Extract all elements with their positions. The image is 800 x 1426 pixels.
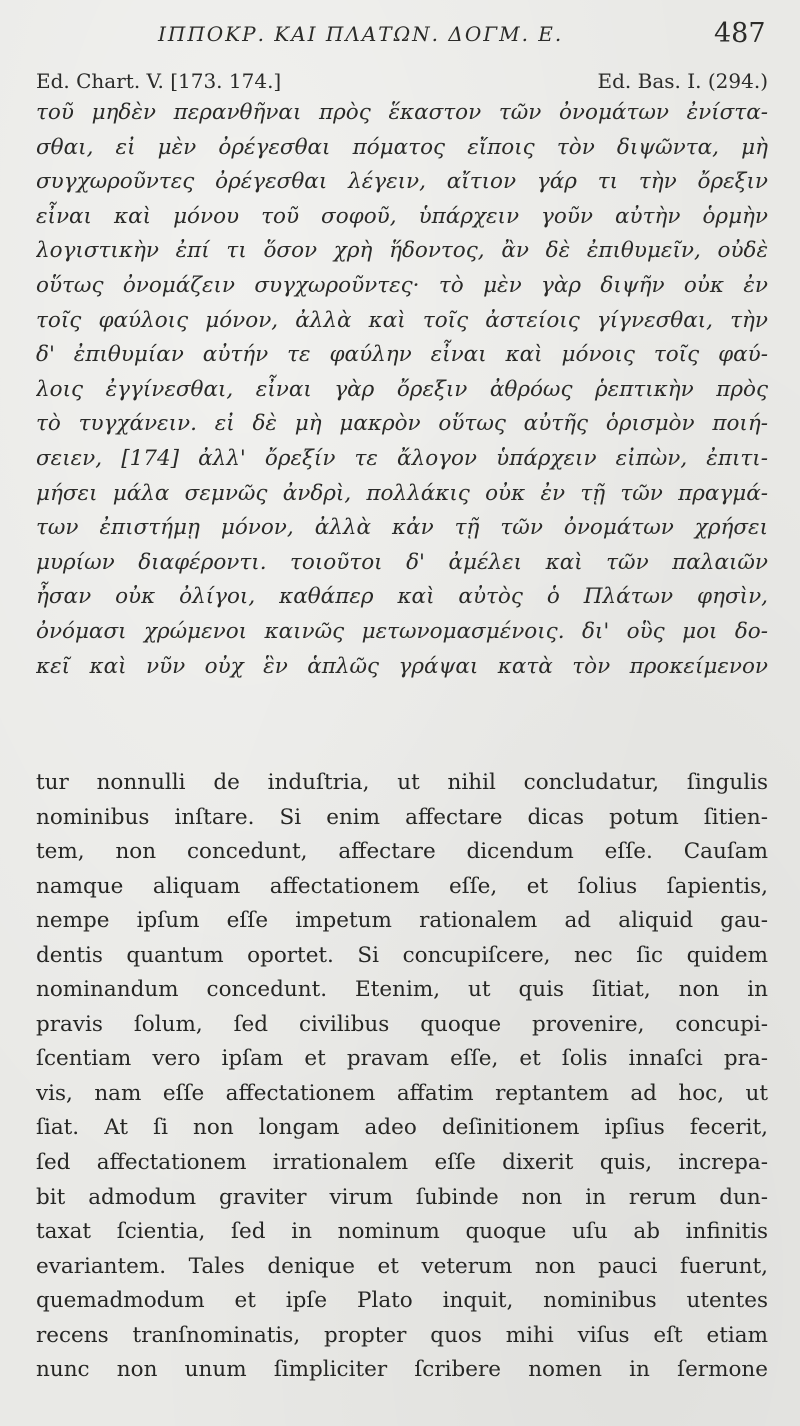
greek-text-line: μυρίων διαφέροντι. τοιοῦτοι δ' ἀμέλει καὶ τῶν παλαιῶν	[36, 549, 768, 575]
latin-text-block	[36, 766, 768, 1388]
greek-text-line: μήσει μάλα σεμνῶς ἀνδρὶ, πολλάκις οὐκ ἐν τῇ τῶν πραγμά-	[36, 480, 768, 506]
greek-text-line: λοις ἐγγίνεσθαι, εἶναι γὰρ ὄρεξιν ἀθρόως ῥεπτικὴν πρὸς	[36, 376, 768, 402]
greek-text-line: τὸ τυγχάνειν. εἰ δὲ μὴ μακρὸν οὕτως αὐτῆς ὁρισμὸν ποιή-	[36, 411, 768, 437]
greek-text-line: εἶναι καὶ μόνου τοῦ σοφοῦ, ὑπάρχειν γοῦν αὐτὴν ὁρμὴν	[36, 203, 768, 229]
greek-text-line: ὀνόμασι χρώμενοι καινῶς μετωνομασμένοις. δι' οὓς μοι δο-	[36, 618, 768, 644]
greek-text-line: τοῦ μηδὲν περανθῆναι πρὸς ἕκαστον τῶν ὀνομάτων ἐνίστα-	[36, 100, 768, 125]
latin-text-line: ſed affectationem irrationalem eſſe dixerit quis, increpa-	[36, 1150, 768, 1176]
latin-text-line: tur nonnulli de induſtria, ut nihil concludatur, ſingulis	[36, 770, 768, 795]
edition-reference-basel: Ed. Bas. I. (294.)	[597, 69, 768, 93]
greek-text-line: λογιστικὴν ἐπί τι ὅσον χρὴ ἥδοντος, ἂν δὲ ἐπιθυμεῖν, οὐδὲ	[36, 238, 768, 264]
latin-text-line: nominibus inſtare. Si enim affectare dicas potum ſitien-	[36, 804, 768, 830]
latin-text-line: ſiat. At ſi non longam adeo deſinitionem ipſius fecerit,	[36, 1115, 768, 1141]
greek-text-line: συγχωροῦντες ὀρέγεσθαι λέγειν, αἴτιον γάρ τι τὴν ὄρεξιν	[36, 169, 768, 195]
greek-text-block	[36, 96, 768, 684]
greek-text-line: οὕτως ὀνομάζειν συγχωροῦντες· τὸ μὲν γὰρ διψῆν οὐκ ἐν	[36, 272, 768, 298]
latin-text-line: recens tranſnominatis, propter quos mihi viſus eſt etiam	[36, 1322, 768, 1348]
page-number: 487	[714, 18, 766, 49]
running-head: ΙΠΠΟΚΡ. ΚΑΙ ΠΛΑΤΩΝ. ΔΟΓΜ. Ε.	[158, 22, 564, 46]
latin-text-line: ſcentiam vero ipſam et pravam eſſe, et ſolis innaſci pra-	[36, 1046, 768, 1072]
greek-text-line: σειεν, [174] ἀλλ' ὄρεξίν τε ἄλογον ὑπάρχειν εἰπὼν, ἐπιτι-	[36, 445, 768, 471]
greek-text-line: κεῖ καὶ νῦν οὐχ ἓν ἁπλῶς γράψαι κατὰ τὸν προκείμενον	[36, 653, 768, 679]
latin-text-line: vis, nam eſſe affectationem affatim reptantem ad hoc, ut	[36, 1080, 768, 1106]
latin-text-line: bit admodum graviter virum ſubinde non in rerum dun-	[36, 1184, 768, 1210]
latin-text-line: tem, non concedunt, affectare dicendum eſſe. Cauſam	[36, 839, 768, 865]
latin-text-line: nempe ipſum eſſe impetum rationalem ad aliquid gau-	[36, 908, 768, 934]
greek-text-line: ἦσαν οὐκ ὀλίγοι, καθάπερ καὶ αὐτὸς ὁ Πλάτων φησὶν,	[36, 584, 768, 610]
latin-text-line: nominandum concedunt. Etenim, ut quis ſitiat, non in	[36, 977, 768, 1003]
edition-reference-chartier: Ed. Chart. V. [173. 174.]	[36, 69, 282, 93]
latin-text-line: taxat ſcientia, ſed in nominum quoque uſu ab infinitis	[36, 1219, 768, 1245]
greek-text-line: τοῖς φαύλοις μόνον, ἀλλὰ καὶ τοῖς ἀστείοις γίγνεσθαι, τὴν	[36, 307, 768, 333]
latin-text-line: namque aliquam affectationem eſſe, et ſolius ſapientis,	[36, 873, 768, 899]
greek-text-line: σθαι, εἰ μὲν ὀρέγεσθαι πόματος εἴποις τὸν διψῶντα, μὴ	[36, 134, 768, 160]
latin-text-line: quemadmodum et ipſe Plato inquit, nominibus utentes	[36, 1288, 768, 1314]
latin-text-line: dentis quantum oportet. Si concupiſcere, nec ſic quidem	[36, 942, 768, 968]
latin-text-line: pravis ſolum, ſed civilibus quoque provenire, concupi-	[36, 1011, 768, 1037]
greek-text-line: των ἐπιστήμῃ μόνον, ἀλλὰ κἀν τῇ τῶν ὀνομάτων χρήσει	[36, 515, 768, 541]
latin-text-line: nunc non unum ſimpliciter ſcribere nomen in ſermone	[36, 1357, 768, 1383]
greek-text-line: δ' ἐπιθυμίαν αὐτήν τε φαύλην εἶναι καὶ μόνοις τοῖς φαύ-	[36, 342, 768, 368]
latin-text-line: evariantem. Tales denique et veterum non pauci fuerunt,	[36, 1253, 768, 1279]
